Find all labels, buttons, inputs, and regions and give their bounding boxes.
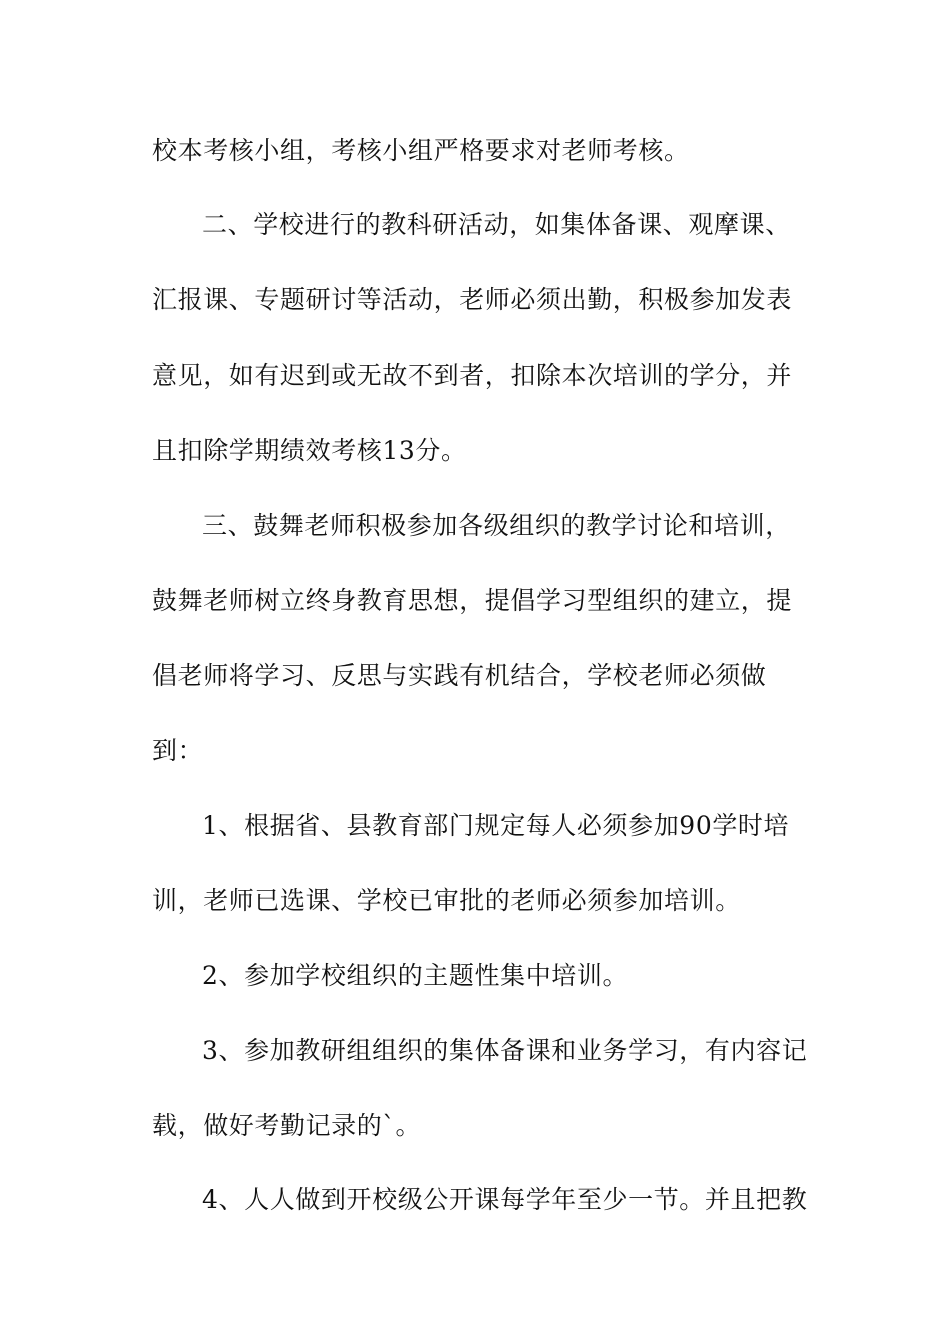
text-line: 意见，如有迟到或无故不到者，扣除本次培训的学分，并: [152, 361, 793, 390]
section-heading-line: 二、学校进行的教科研活动，如集体备课、观摩课、: [202, 210, 791, 239]
list-item-line: 3、参加教研组组织的集体备课和业务学习，有内容记: [202, 1036, 808, 1065]
text-line: 训，老师已选课、学校已审批的老师必须参加培训。: [152, 886, 741, 915]
text-line: 到：: [152, 736, 204, 765]
list-item-line: 4、人人做到开校级公开课每学年至少一节。并且把教: [202, 1185, 808, 1214]
list-item-line: 1、根据省、县教育部门规定每人必须参加90学时培: [202, 811, 790, 840]
section-heading-line: 三、鼓舞老师积极参加各级组织的教学讨论和培训，: [202, 511, 791, 540]
text-line: 汇报课、专题研讨等活动，老师必须出勤，积极参加发表: [152, 285, 793, 314]
text-line: 载，做好考勤记录的`。: [152, 1111, 422, 1140]
list-item-line: 2、参加学校组织的主题性集中培训。: [202, 961, 629, 990]
text-line: 校本考核小组，考核小组严格要求对老师考核。: [152, 136, 690, 165]
text-line: 且扣除学期绩效考核13分。: [152, 436, 467, 465]
text-line: 倡老师将学习、反思与实践有机结合，学校老师必须做: [152, 661, 767, 690]
text-line: 鼓舞老师树立终身教育思想，提倡学习型组织的建立，提: [152, 586, 793, 615]
